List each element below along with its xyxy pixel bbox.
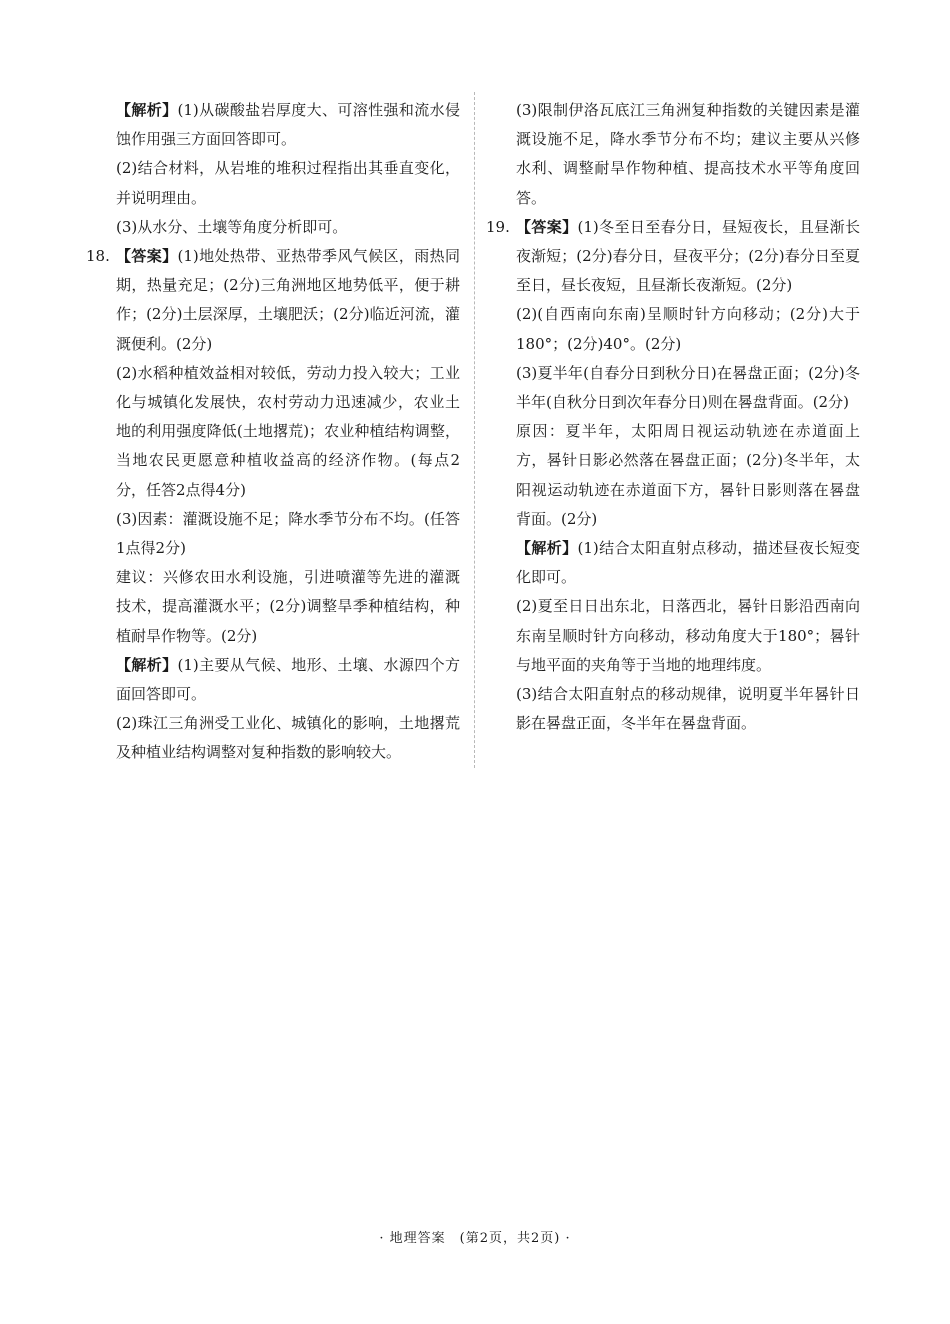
analysis-tag: 【解析】 <box>516 539 578 558</box>
analysis-tag: 【解析】 <box>116 655 178 674</box>
q18-analysis-3: (3)限制伊洛瓦底江三角洲复种指数的关键因素是灌溉设施不足，降水季节分布不均；建议主要从兴修水利、调整耐旱作物种植、提高技术水平等角度回答。 <box>516 101 860 207</box>
analysis-tag: 【解析】 <box>116 101 178 119</box>
page-footer: · 地理答案 (第2页，共2页) · <box>379 1231 571 1246</box>
q19-analysis-2: (2)夏至日日出东北，日落西北，晷针日影沿西南向东南呈顺时针方向移动，移动角度大于180°；晷针与地平面的夹角等于当地的地理纬度。 <box>516 597 860 674</box>
q19-analysis-1: 【解析】(1)结合太阳直射点移动，描述昼夜长短变化即可。 <box>516 539 860 587</box>
question-18 <box>86 242 460 768</box>
question-19 <box>486 213 860 739</box>
left-column <box>86 96 460 768</box>
q17-analysis-p3: (3)从水分、土壤等角度分析即可。 <box>116 217 348 236</box>
q18-answer-1: 【答案】(1)地处热带、亚热带季风气候区，雨热同期，热量充足；(2分)三角洲地区地势低平，便于耕作；(2分)土层深厚，土壤肥沃；(2分)临近河流，灌溉便利。(2分) <box>116 247 460 353</box>
q18-answer-4: 建议：兴修农田水利设施，引进喷灌等先进的灌溉技术，提高灌溉水平；(2分)调整旱季种植结构，种植耐旱作物等。(2分) <box>116 568 460 645</box>
q17-analysis-p2: (2)结合材料，从岩堆的堆积过程指出其垂直变化，并说明理由。 <box>116 159 460 207</box>
right-column <box>486 96 860 738</box>
q19-answer-3: (3)夏半年(自春分日到秋分日)在晷盘正面；(2分)冬半年(自秋分日到次年春分日)则在晷盘背面。(2分) <box>516 363 860 412</box>
q18-answer-3: (3)因素：灌溉设施不足；降水季节分布不均。(任答1点得2分) <box>116 509 460 558</box>
q19-answer-1: 【答案】(1)冬至日至春分日，昼短夜长，且昼渐长夜渐短；(2分)春分日，昼夜平分；(2分)春分日至夏至日，昼长夜短，且昼渐长夜渐短。(2分) <box>516 217 860 295</box>
q19-answer-2: (2)(自西南向东南)呈顺时针方向移动；(2分)大于180°；(2分)40°。(2分) <box>516 305 860 353</box>
q18-analysis-1: 【解析】(1)主要从气候、地形、土壤、水源四个方面回答即可。 <box>116 655 460 704</box>
q19-analysis-3: (3)结合太阳直射点的移动规律，说明夏半年晷针日影在晷盘正面，冬半年在晷盘背面。 <box>516 685 860 733</box>
answer-tag: 【答案】 <box>516 217 578 236</box>
answer-tag: 【答案】 <box>116 247 178 266</box>
question-number: 18. <box>86 247 110 266</box>
question-number: 19. <box>486 217 510 236</box>
q18-answer-2: (2)水稻种植效益相对较低，劳动力投入较大；工业化与城镇化发展快，农村劳动力迅速减少，农业土地的利用强度降低(土地撂荒)；农业种植结构调整，当地农民更愿意种植收益高的经济作物。(每点2分，任答2点得4分) <box>116 363 460 499</box>
q18-analysis-2: (2)珠江三角洲受工业化、城镇化的影响，土地撂荒及种植业结构调整对复种指数的影响较大。 <box>116 714 460 762</box>
q17-analysis-p1: 【解析】(1)从碳酸盐岩厚度大、可溶性强和流水侵蚀作用强三方面回答即可。 <box>116 101 460 149</box>
column-divider <box>474 92 475 768</box>
q19-answer-4: 原因：夏半年，太阳周日视运动轨迹在赤道面上方，晷针日影必然落在晷盘正面；(2分)冬半年，太阳视运动轨迹在赤道面下方，晷针日影则落在晷盘背面。(2分) <box>516 422 860 528</box>
